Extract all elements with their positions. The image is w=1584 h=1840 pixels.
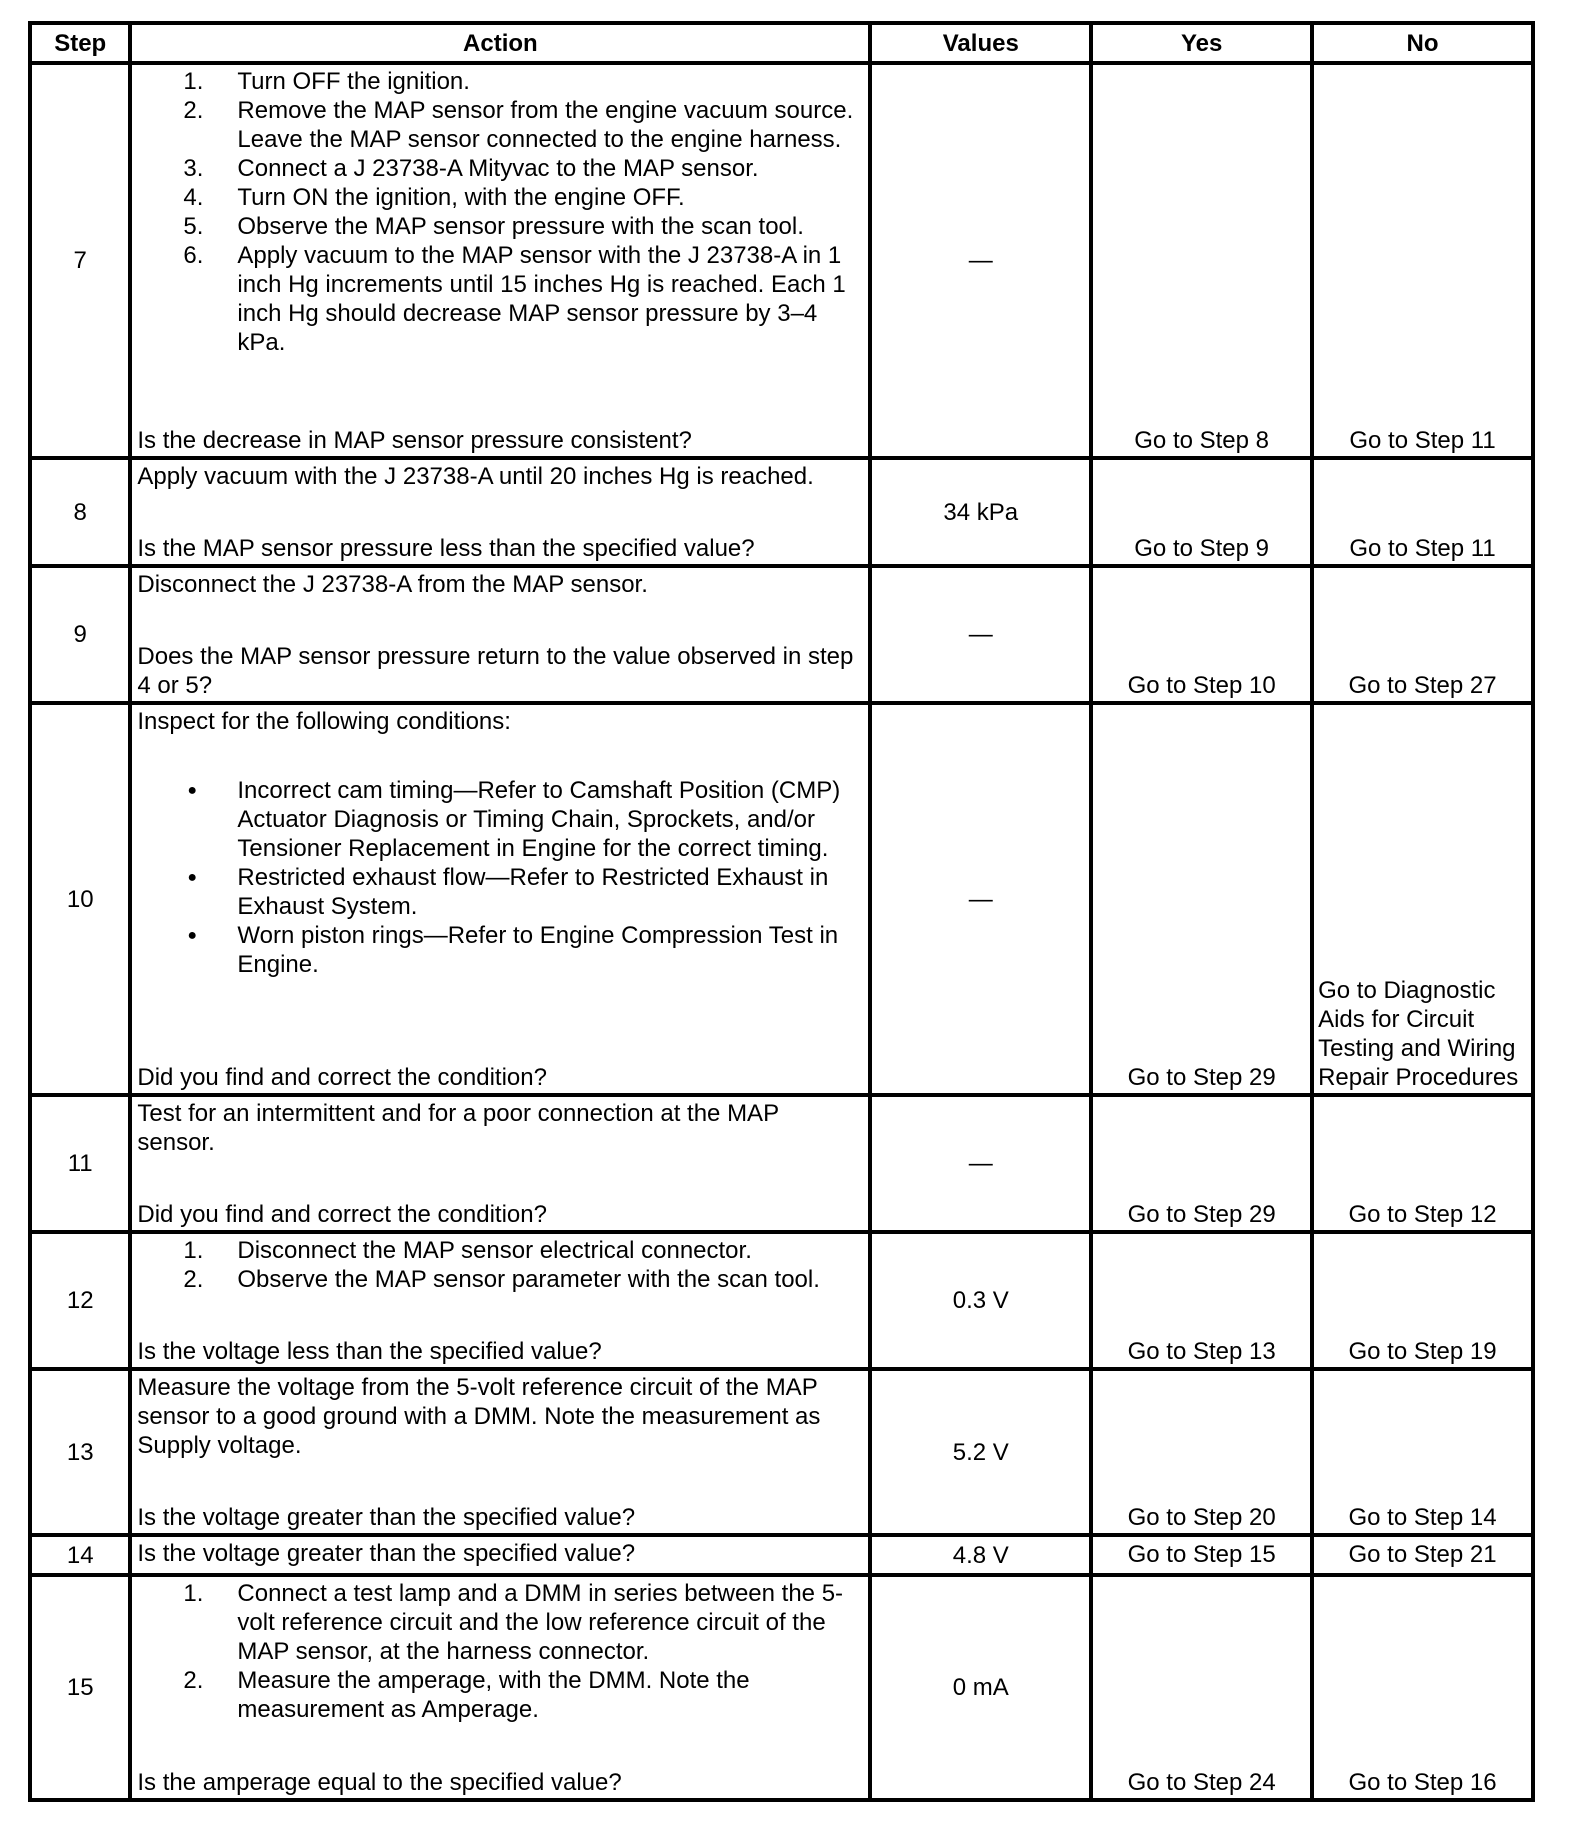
action-cell xyxy=(130,1575,870,1800)
action-question: Is the voltage greater than the specified value? xyxy=(137,1540,636,1567)
yes-cell: Go to Step 13 xyxy=(1091,1232,1312,1369)
no-cell: Go to Step 14 xyxy=(1312,1369,1533,1535)
value-cell: — xyxy=(870,566,1091,703)
no-cell: Go to Step 11 xyxy=(1312,63,1533,458)
action-step: Turn OFF the ignition. xyxy=(237,68,470,95)
step-number: 8 xyxy=(30,458,130,566)
action-step: Turn ON the ignition, with the engine OFF. xyxy=(237,184,685,211)
header-action: Action xyxy=(130,23,870,63)
condition-item: ● Restricted exhaust flow—Refer to Restricted Exhaust in Exhaust System. xyxy=(237,863,860,921)
step-number: 13 xyxy=(30,1369,130,1535)
step-number: 15 xyxy=(30,1575,130,1800)
value-cell: — xyxy=(870,1095,1091,1232)
condition-item: ● Incorrect cam timing—Refer to Camshaft Position (CMP) Actuator Diagnosis or Timing Chain, Sprockets, and/or Tensioner Replacement in Engine for the correct timing. xyxy=(237,776,860,863)
action-cell xyxy=(130,1535,870,1575)
value-cell: — xyxy=(870,703,1091,1095)
yes-cell: Go to Step 8 xyxy=(1091,63,1312,458)
value-cell: 0 mA xyxy=(870,1575,1091,1800)
step-number: 10 xyxy=(30,703,130,1095)
no-cell: Go to Step 16 xyxy=(1312,1575,1533,1800)
value-cell: 0.3 V xyxy=(870,1232,1091,1369)
action-steps xyxy=(137,1236,860,1294)
action-text: Inspect for the following conditions: xyxy=(137,708,511,735)
yes-cell: Go to Step 29 xyxy=(1091,1095,1312,1232)
action-question: Did you find and correct the condition? xyxy=(137,1064,547,1091)
action-step: Observe the MAP sensor parameter with the scan tool. xyxy=(237,1266,820,1293)
no-cell: Go to Step 12 xyxy=(1312,1095,1533,1232)
action-cell xyxy=(130,566,870,703)
action-question: Did you find and correct the condition? xyxy=(137,1201,547,1228)
header-yes: Yes xyxy=(1091,23,1312,63)
action-step: Remove the MAP sensor from the engine vacuum source. Leave the MAP sensor connected to the engine harness. xyxy=(237,97,854,153)
action-question: Is the voltage greater than the specified value? xyxy=(137,1504,636,1531)
no-cell: Go to Step 11 xyxy=(1312,458,1533,566)
table-row xyxy=(30,1535,1533,1575)
action-steps xyxy=(137,1579,860,1724)
action-question: Does the MAP sensor pressure return to the value observed in step 4 or 5? xyxy=(137,643,854,699)
table-row xyxy=(30,1575,1533,1800)
yes-cell: Go to Step 29 xyxy=(1091,703,1312,1095)
yes-cell: Go to Step 24 xyxy=(1091,1575,1312,1800)
action-cell xyxy=(130,63,870,458)
action-cell xyxy=(130,1369,870,1535)
value-cell: 34 kPa xyxy=(870,458,1091,566)
yes-cell: Go to Step 9 xyxy=(1091,458,1312,566)
step-number: 9 xyxy=(30,566,130,703)
action-steps xyxy=(137,67,860,357)
value-cell: 5.2 V xyxy=(870,1369,1091,1535)
action-text: Test for an intermittent and for a poor connection at the MAP sensor. xyxy=(137,1100,779,1156)
table-row xyxy=(30,63,1533,458)
no-cell: Go to Step 21 xyxy=(1312,1535,1533,1575)
action-question: Is the MAP sensor pressure less than the specified value? xyxy=(137,535,755,562)
yes-cell: Go to Step 20 xyxy=(1091,1369,1312,1535)
table-row xyxy=(30,1095,1533,1232)
value-cell: 4.8 V xyxy=(870,1535,1091,1575)
action-step: Connect a J 23738-A Mityvac to the MAP sensor. xyxy=(237,155,759,182)
yes-cell: Go to Step 10 xyxy=(1091,566,1312,703)
value-cell: — xyxy=(870,63,1091,458)
step-number: 7 xyxy=(30,63,130,458)
no-cell: Go to Step 19 xyxy=(1312,1232,1533,1369)
action-step: Disconnect the MAP sensor electrical connector. xyxy=(237,1237,752,1264)
action-step: Measure the amperage, with the DMM. Note the measurement as Amperage. xyxy=(237,1667,750,1723)
action-step: Apply vacuum to the MAP sensor with the J 23738-A in 1 inch Hg increments until 15 inches Hg is reached. Each 1 inch Hg should decrease MAP sensor pressure by 3–4 kPa. xyxy=(237,242,846,356)
header-row xyxy=(30,23,1533,63)
action-question: Is the voltage less than the specified value? xyxy=(137,1338,602,1365)
action-text: Measure the voltage from the 5-volt reference circuit of the MAP sensor to a good ground with a DMM. Note the measurement as Supply voltage. xyxy=(137,1374,821,1459)
action-cell xyxy=(130,458,870,566)
no-cell: Go to Diagnostic Aids for Circuit Testing and Wiring Repair Procedures xyxy=(1312,703,1533,1095)
condition-list xyxy=(137,776,860,979)
table-row xyxy=(30,1232,1533,1369)
table-row xyxy=(30,703,1533,1095)
table-row xyxy=(30,1369,1533,1535)
action-cell xyxy=(130,1232,870,1369)
action-cell xyxy=(130,1095,870,1232)
action-text: Apply vacuum with the J 23738-A until 20 inches Hg is reached. xyxy=(137,463,814,490)
action-step: Connect a test lamp and a DMM in series between the 5-volt reference circuit and the low reference circuit of the MAP sensor, at the harness connector. xyxy=(237,1580,844,1665)
header-values: Values xyxy=(870,23,1091,63)
action-text: Disconnect the J 23738-A from the MAP sensor. xyxy=(137,571,648,598)
action-cell xyxy=(130,703,870,1095)
action-question: Is the decrease in MAP sensor pressure consistent? xyxy=(137,427,692,454)
step-number: 14 xyxy=(30,1535,130,1575)
step-number: 11 xyxy=(30,1095,130,1232)
step-number: 12 xyxy=(30,1232,130,1369)
action-step: Observe the MAP sensor pressure with the scan tool. xyxy=(237,213,804,240)
header-step: Step xyxy=(30,23,130,63)
header-no: No xyxy=(1312,23,1533,63)
diagnostic-table xyxy=(28,21,1535,1802)
action-question: Is the amperage equal to the specified value? xyxy=(137,1769,622,1796)
yes-cell: Go to Step 15 xyxy=(1091,1535,1312,1575)
condition-item: ● Worn piston rings—Refer to Engine Compression Test in Engine. xyxy=(237,921,860,979)
table-row xyxy=(30,566,1533,703)
no-cell: Go to Step 27 xyxy=(1312,566,1533,703)
table-row xyxy=(30,458,1533,566)
